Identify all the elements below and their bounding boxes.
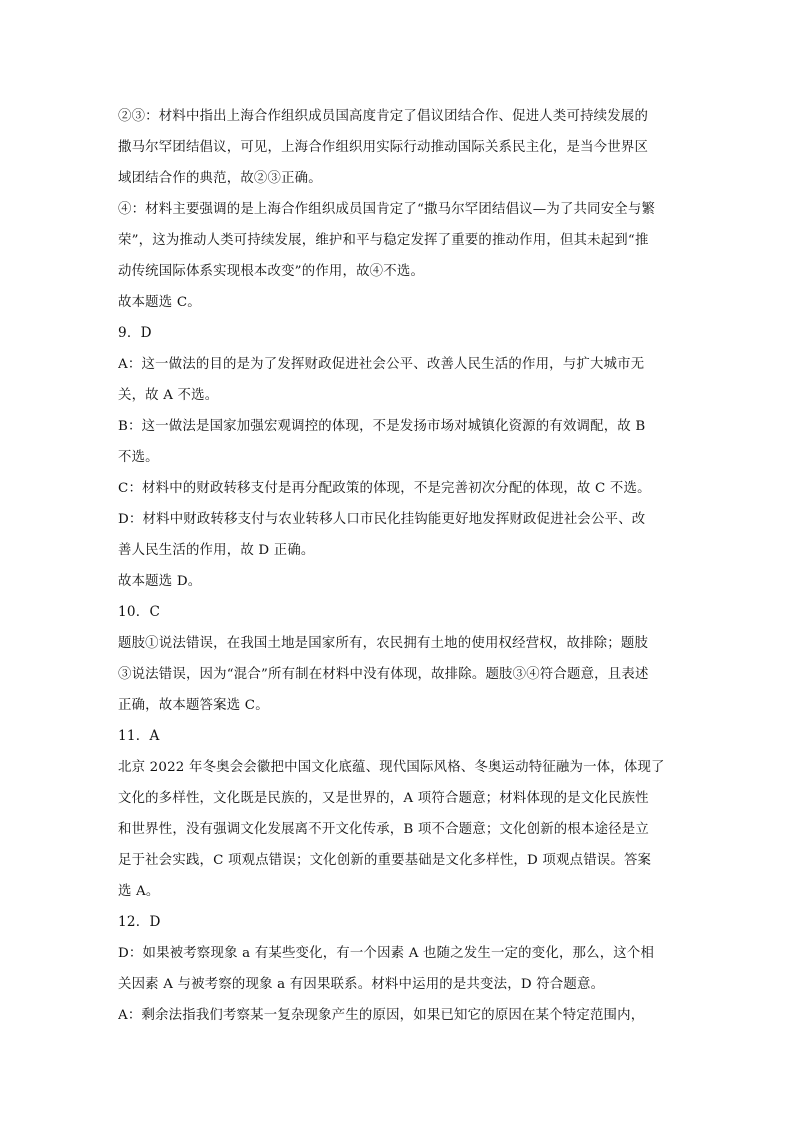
text-line: 题肢①说法错误，在我国土地是国家所有，农民拥有土地的使用权经营权，故排除；题肢 [118, 636, 649, 651]
question-11-answer: 11．A [118, 728, 160, 744]
conclusion-line: 故本题选 C。 [118, 295, 201, 310]
text-line: ②③：材料中指出上海合作组织成员国高度肯定了倡议团结合作、促进人类可持续发展的 [118, 109, 649, 124]
text-line: 正确，故本题答案选 C。 [118, 698, 269, 713]
question-10-answer: 10．C [118, 604, 161, 620]
text-line: A：这一做法的目的是为了发挥财政促进社会公平、改善人民生活的作用，与扩大城市无 [118, 357, 645, 372]
text-line: 域团结合作的典范，故②③正确。 [118, 171, 322, 186]
text-line: D：如果被考察现象 a 有某些变化，有一个因素 A 也随之发生一定的变化，那么，这个相 [118, 946, 655, 961]
text-line: 善人民生活的作用，故 D 正确。 [118, 543, 315, 558]
text-line: 撒马尔罕团结倡议，可见，上海合作组织用实际行动推动国际关系民主化，是当今世界区 [118, 140, 649, 155]
text-line: 文化的多样性，文化既是民族的，又是世界的，A 项符合题意；材料体现的是文化民族性 [118, 791, 649, 806]
text-line: 和世界性，没有强调文化发展离不开文化传承，B 项不合题意；文化创新的根本途径是立 [118, 822, 649, 837]
text-line: 足于社会实践，C 项观点错误；文化创新的重要基础是文化多样性，D 项观点错误。答案 [118, 853, 652, 868]
text-line: 关因素 A 与被考察的现象 a 有因果联系。材料中运用的是共变法，D 符合题意。 [118, 977, 605, 992]
text-line: D：材料中财政转移支付与农业转移人口市民化挂钩能更好地发挥财政促进社会公平、改 [118, 512, 646, 527]
text-line: C：材料中的财政转移支付是再分配政策的体现，不是完善初次分配的体现，故 C 不选。 [118, 481, 651, 496]
text-line: 选 A。 [118, 884, 160, 899]
text-line: 北京 2022 年冬奥会会徽把中国文化底蕴、现代国际风格、冬奥运动特征融为一体，体现了 [118, 760, 665, 775]
text-line: ③说法错误，因为“混合”所有制在材料中没有体现，故排除。题肢③④符合题意，且表述 [118, 667, 649, 682]
text-line: B：这一做法是国家加强宏观调控的体现，不是发扬市场对城镇化资源的有效调配，故 B [118, 419, 646, 434]
question-9-answer: 9．D [118, 325, 152, 341]
text-line: 不选。 [118, 450, 159, 465]
text-line: 关，故 A 不选。 [118, 388, 219, 403]
text-line: ④：材料主要强调的是上海合作组织成员国肯定了“撒马尔罕团结倡议—为了共同安全与繁 [118, 202, 656, 217]
answer-explanations [118, 101, 680, 1031]
text-line: 动传统国际体系实现根本改变”的作用，故④不选。 [118, 264, 425, 279]
conclusion-line: 故本题选 D。 [118, 574, 202, 589]
text-line: 荣”，这为推动人类可持续发展，维护和平与稳定发挥了重要的推动作用，但其未起到“推 [118, 233, 649, 248]
text-line: A：剩余法指我们考察某一复杂现象产生的原因，如果已知它的原因在某个特定范围内， [118, 1008, 645, 1023]
question-12-answer: 12．D [118, 914, 161, 930]
